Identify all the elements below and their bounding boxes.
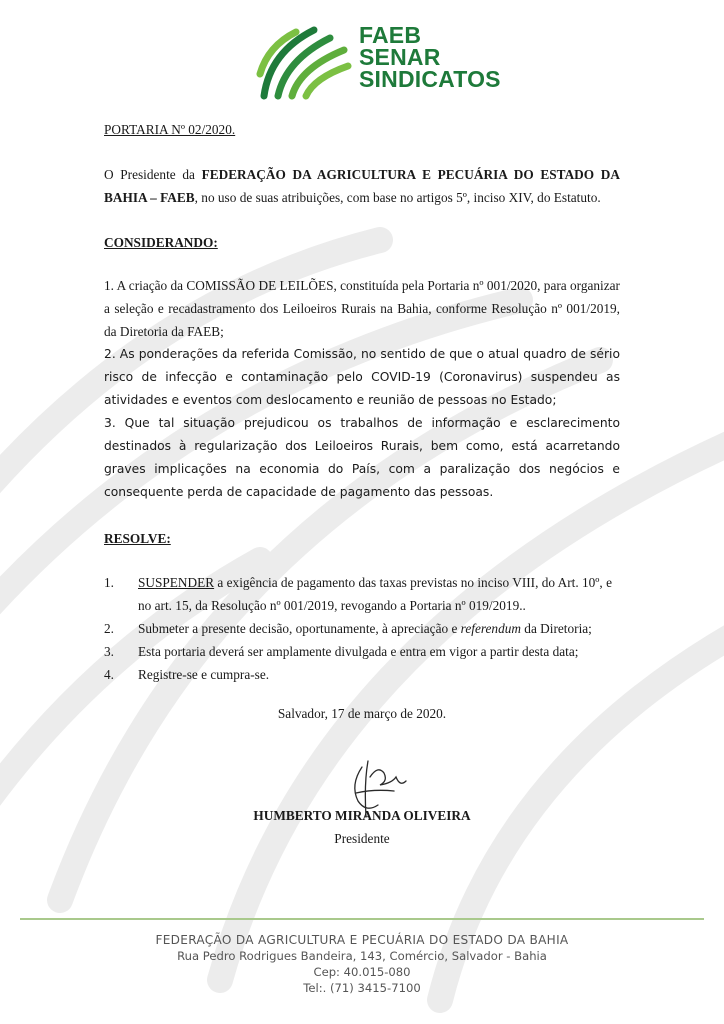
footer-organization: FEDERAÇÃO DA AGRICULTURA E PECUÁRIA DO ESTADO DA BAHIA (155, 933, 569, 947)
referendum-term: referendum (460, 621, 521, 636)
considerando-item-2: 2. As ponderações da referida Comissão, no sentido de que o atual quadro de sério risco de infecção e contaminação pelo COVID-19 (Coronavirus) suspendeu as atividades e eventos com deslocamento e reunião de pessoas no Estado; (104, 347, 620, 407)
resolve-item-number: 2. (104, 621, 114, 636)
resolve-list (104, 571, 620, 686)
resolve-item-2 (104, 617, 620, 640)
intro-pre: O Presidente da (104, 167, 202, 182)
footer-address: Rua Pedro Rodrigues Bandeira, 143, Comércio, Salvador - Bahia (177, 949, 547, 963)
portaria-title: PORTARIA Nº 02/2020. (104, 122, 236, 137)
signer-role: Presidente (334, 831, 390, 846)
considerando-item-3: 3. Que tal situação prejudicou os trabalhos de informação e esclarecimento destinados à regularização dos Leiloeiros Rurais, bem como, está acarretando graves implicações na economia do País, com a paralização dos negócios e consequente perda de capacidade de pagamento das pessoas. (104, 416, 620, 499)
signer-name: HUMBERTO MIRANDA OLIVEIRA (253, 808, 471, 823)
resolve-item-3-text: Esta portaria deverá ser amplamente divulgada e entra em vigor a partir desta data; (138, 644, 579, 659)
faeb-senar-logo (256, 22, 501, 100)
logo-wordmark (359, 24, 501, 90)
resolve-item-1-text: a exigência de pagamento das taxas previstas no inciso VIII, do Art. 10º, e no art. 15, da Resolução nº 001/2019, revogando a Portaria nº 019/2019.. (138, 575, 612, 613)
resolve-item-2-post: da Diretoria; (520, 621, 592, 636)
resolve-item-4 (104, 663, 620, 686)
signature-block (104, 755, 620, 865)
document-body (104, 118, 620, 725)
resolve-item-2-pre: Submeter a presente decisão, oportunamente, à apreciação e (138, 621, 461, 636)
place-and-date: Salvador, 17 de março de 2020. (277, 706, 447, 721)
resolve-item-3 (104, 640, 620, 663)
logo-line-faeb: FAEB (359, 22, 422, 48)
considerando-heading: CONSIDERANDO: (104, 235, 218, 250)
logo-line-senar: SENAR (359, 44, 441, 70)
footer-cep: Cep: 40.015-080 (313, 965, 411, 979)
suspender-keyword: SUSPENDER (138, 575, 215, 590)
resolve-item-number: 4. (104, 667, 114, 682)
intro-federation-name: FEDERAÇÃO DA AGRICULTURA E PECUÁRIA DO ESTADO DA BAHIA – FAEB (104, 167, 620, 205)
logo-line-sindicatos: SINDICATOS (359, 66, 501, 92)
considerando-item-1: 1. A criação da COMISSÃO DE LEILÕES, constituída pela Portaria nº 001/2020, para organizar a seleção e recadastramento dos Leiloeiros Rurais na Bahia, conforme Resolução nº 001/2019, da Diretoria da FAEB; (104, 278, 620, 339)
footer-phone: Tel:. (71) 3415-7100 (303, 981, 421, 995)
resolve-item-number: 1. (104, 575, 114, 590)
leaf-emblem-icon (256, 22, 352, 100)
resolve-item-1 (104, 571, 620, 617)
resolve-item-number: 3. (104, 644, 114, 659)
considerando-list (104, 274, 620, 504)
footer (0, 932, 724, 996)
intro-paragraph (104, 163, 620, 209)
intro-post: , no uso de suas atribuições, com base no artigos 5º, inciso XIV, do Estatuto. (194, 190, 601, 205)
resolve-item-4-text: Registre-se e cumpra-se. (138, 667, 270, 682)
resolve-heading: RESOLVE: (104, 531, 171, 546)
footer-divider (20, 918, 704, 920)
